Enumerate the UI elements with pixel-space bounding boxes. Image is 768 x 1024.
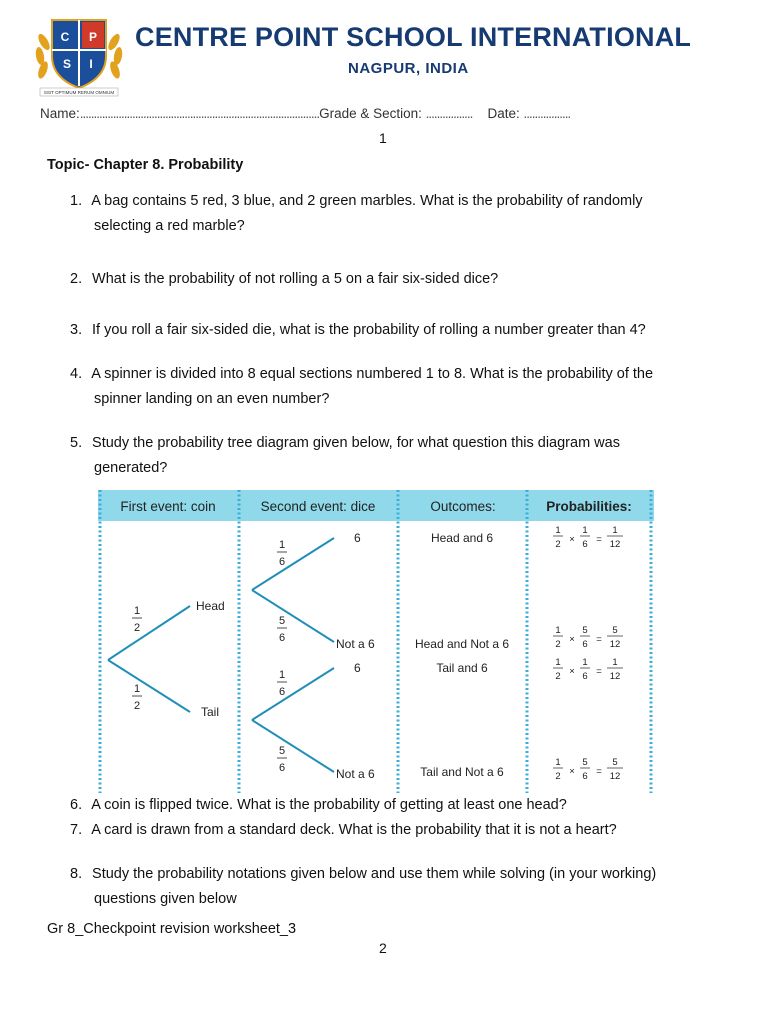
branch-head: [108, 606, 190, 660]
question-text: If you roll a fair six-sided die, what is the probability of rolling a number greater than 4?: [92, 322, 646, 338]
svg-text:=: =: [596, 634, 602, 645]
second-label-head-6: 6: [354, 531, 361, 545]
outcome-label: Head and Not a 6: [414, 637, 510, 651]
branch-tail: [108, 660, 190, 712]
svg-text:6: 6: [582, 671, 588, 682]
svg-text:12: 12: [609, 539, 621, 550]
prob-den: 6: [278, 556, 286, 568]
question-number: 6.: [70, 797, 83, 813]
name-blank: .......................................................................................: [79, 106, 320, 121]
question-item: [70, 431, 710, 481]
second-label-head-not6: Not a 6: [336, 637, 375, 651]
svg-text:2: 2: [555, 671, 561, 682]
svg-text:5: 5: [612, 625, 618, 636]
logo-letter: S: [62, 57, 72, 71]
topic-heading: Topic- Chapter 8. Probability: [47, 157, 244, 173]
tail-prob-num: 1: [133, 683, 141, 695]
question-number: 7.: [70, 822, 83, 838]
svg-text:5: 5: [582, 757, 588, 768]
question-item: [70, 862, 710, 912]
outcome-label: Tail and Not a 6: [420, 765, 504, 779]
footer-text: Gr 8_Checkpoint revision worksheet_3: [47, 921, 297, 937]
grade-label: Grade & Section:: [319, 106, 422, 121]
outcome-label: Tail and 6: [436, 661, 488, 675]
school-city: NAGPUR, INDIA: [348, 60, 469, 77]
branch-head-not6: [252, 590, 334, 642]
svg-text:×: ×: [569, 634, 575, 645]
outcome-label: Head and 6: [430, 531, 494, 545]
probability-product: [553, 625, 623, 650]
svg-text:12: 12: [609, 639, 621, 650]
tail-prob-den: 2: [133, 700, 141, 712]
grade-blank: .................: [425, 106, 473, 121]
question-number: 8.: [70, 866, 83, 882]
student-info-line: [40, 106, 570, 121]
svg-text:×: ×: [569, 666, 575, 677]
svg-text:×: ×: [569, 534, 575, 545]
svg-text:1: 1: [582, 525, 588, 536]
date-blank: .................: [523, 106, 571, 121]
prob-den: 6: [278, 686, 286, 698]
svg-text:12: 12: [609, 771, 621, 782]
question-number: 4.: [70, 366, 83, 382]
svg-text:5: 5: [612, 757, 618, 768]
question-item: [70, 318, 710, 343]
question-number: 5.: [70, 435, 83, 451]
school-name: CENTRE POINT SCHOOL INTERNATIONAL: [135, 22, 692, 52]
question-item: [70, 267, 710, 292]
question-item: [70, 818, 710, 843]
svg-text:=: =: [596, 534, 602, 545]
prob-den: 6: [278, 762, 286, 774]
tail-label: Tail: [201, 705, 220, 719]
header-outcomes: Outcomes:: [430, 499, 496, 514]
header-first-event: First event: coin: [120, 499, 216, 514]
header-second-event: Second event: dice: [260, 499, 376, 514]
question-item: [70, 793, 710, 818]
svg-text:1: 1: [555, 525, 561, 536]
question-text: A coin is flipped twice. What is the probability of getting at least one head?: [91, 797, 567, 813]
head-prob-num: 1: [133, 605, 141, 617]
question-text: Study the probability notations given below and use them while solving (in your working): [92, 866, 657, 882]
svg-text:12: 12: [609, 671, 621, 682]
probability-product: [553, 525, 623, 550]
page-number: 1: [379, 130, 387, 146]
svg-text:2: 2: [555, 771, 561, 782]
head-label: Head: [196, 599, 225, 613]
header-probabilities: Probabilities:: [546, 499, 632, 514]
prob-num: 1: [278, 669, 286, 681]
date-label: Date:: [487, 106, 520, 121]
branch-tail-not6: [252, 720, 334, 772]
prob-num: 5: [278, 615, 286, 627]
question-text: A bag contains 5 red, 3 blue, and 2 green marbles. What is the probability of randomly: [91, 193, 643, 209]
name-label: Name:: [40, 106, 80, 121]
question-text-continued: selecting a red marble?: [94, 218, 245, 234]
question-text-continued: spinner landing on an even number?: [94, 391, 330, 407]
svg-text:1: 1: [612, 525, 618, 536]
question-item: [70, 362, 710, 412]
prob-num: 1: [278, 539, 286, 551]
question-text-continued: generated?: [94, 460, 168, 476]
svg-text:1: 1: [555, 757, 561, 768]
second-label-tail-not6: Not a 6: [336, 767, 375, 781]
svg-text:1: 1: [555, 625, 561, 636]
svg-text:6: 6: [582, 771, 588, 782]
head-prob-den: 2: [133, 622, 141, 634]
question-text: A card is drawn from a standard deck. What is the probability that it is not a heart?: [91, 822, 617, 838]
question-text-continued: questions given below: [94, 891, 237, 907]
logo-letter: C: [60, 30, 70, 44]
logo-letter: P: [88, 30, 98, 44]
question-number: 3.: [70, 322, 83, 338]
question-text: A spinner is divided into 8 equal sections numbered 1 to 8. What is the probability of the: [91, 366, 654, 382]
svg-text:×: ×: [569, 766, 575, 777]
probability-product: [553, 757, 623, 782]
logo-motto: SSIT OPTIMUM RERUM OMNIUM: [43, 90, 115, 95]
question-text: What is the probability of not rolling a 5 on a fair six-sided dice?: [92, 271, 499, 287]
svg-text:5: 5: [582, 625, 588, 636]
prob-num: 5: [278, 745, 286, 757]
school-logo: [30, 12, 128, 98]
logo-letter: I: [89, 57, 93, 71]
svg-text:2: 2: [555, 639, 561, 650]
probability-product: [553, 657, 623, 682]
svg-text:=: =: [596, 666, 602, 677]
svg-text:1: 1: [612, 657, 618, 668]
svg-text:6: 6: [582, 639, 588, 650]
probability-tree-diagram: [98, 490, 654, 793]
question-number: 2.: [70, 271, 83, 287]
prob-den: 6: [278, 632, 286, 644]
svg-text:2: 2: [555, 539, 561, 550]
question-text: Study the probability tree diagram given below, for what question this diagram was: [92, 435, 620, 451]
branch-head-6: [252, 538, 334, 590]
question-item: [70, 189, 710, 239]
svg-text:1: 1: [555, 657, 561, 668]
second-label-tail-6: 6: [354, 661, 361, 675]
question-number: 1.: [70, 193, 83, 209]
svg-text:6: 6: [582, 539, 588, 550]
branch-tail-6: [252, 668, 334, 720]
page-number: 2: [379, 940, 387, 956]
svg-text:=: =: [596, 766, 602, 777]
svg-text:1: 1: [582, 657, 588, 668]
